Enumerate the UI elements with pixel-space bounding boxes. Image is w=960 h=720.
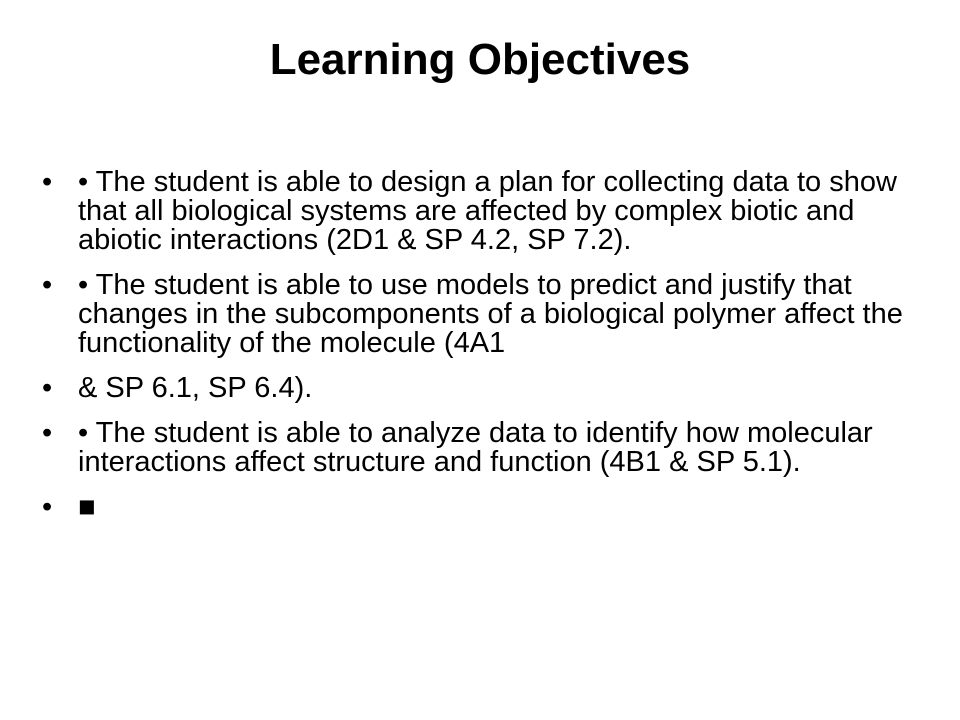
objective-text: • The student is able to analyze data to identify how molecular interactions affect structure and function (4B1 & SP 5.1).	[78, 417, 873, 478]
objective-text: & SP 6.1, SP 6.4).	[78, 372, 313, 404]
bullet-icon: •	[42, 491, 53, 523]
bullet-icon: •	[42, 372, 53, 404]
slide-title: Learning Objectives	[269, 35, 691, 84]
bullet-icon: •	[42, 269, 53, 301]
objective-text: • The student is able to design a plan for collecting data to show that all biological systems are affected by complex biotic and abiotic interactions (2D1 & SP 4.2, SP 7.2).	[78, 166, 897, 256]
list-item	[40, 271, 920, 358]
list-item	[40, 493, 920, 522]
list-item	[40, 419, 920, 477]
square-marker-text: ■	[78, 491, 96, 523]
bullet-icon: •	[42, 166, 53, 198]
list-item	[40, 168, 920, 255]
list-item	[40, 374, 920, 403]
objectives-list	[40, 168, 920, 538]
objective-text: • The student is able to use models to predict and justify that changes in the subcomponents of a biological polymer affect the functionality of the molecule (4A1	[78, 269, 903, 359]
bullet-icon: •	[42, 417, 53, 449]
